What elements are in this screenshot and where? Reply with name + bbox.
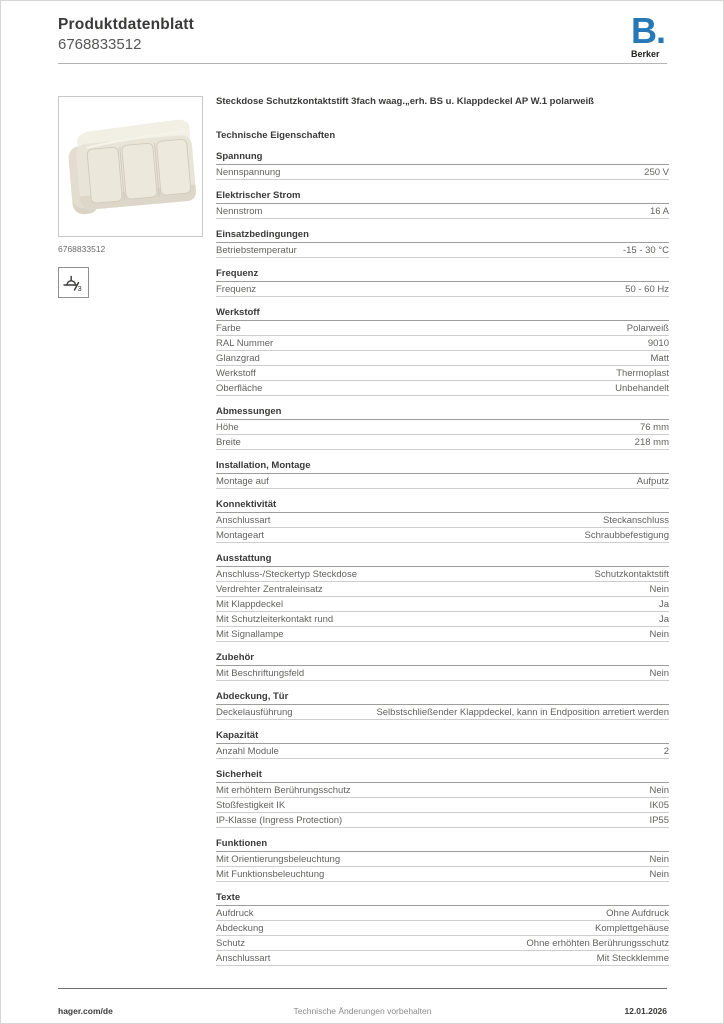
spec-value: 2 — [663, 745, 669, 757]
spec-label: Höhe — [216, 421, 239, 433]
spec-row — [216, 798, 669, 813]
spec-column — [216, 96, 669, 966]
spec-row — [216, 366, 669, 381]
spec-value: Nein — [649, 583, 669, 595]
spec-row — [216, 513, 669, 528]
spec-row — [216, 336, 669, 351]
product-number: 6768833512 — [58, 36, 142, 53]
document-title: Produktdatenblatt — [58, 16, 195, 33]
spec-label: Abdeckung — [216, 922, 264, 934]
spec-label: Oberfläche — [216, 382, 263, 394]
spec-label: Werkstoff — [216, 367, 256, 379]
spec-row — [216, 813, 669, 828]
document-header — [58, 16, 194, 53]
spec-value: 250 V — [644, 166, 669, 178]
spec-label: Betriebstemperatur — [216, 244, 297, 256]
spec-value: IK05 — [649, 799, 669, 811]
spec-section — [216, 458, 669, 489]
spec-value: IP55 — [649, 814, 669, 826]
spec-section — [216, 266, 669, 297]
section-heading: Abdeckung, Tür — [216, 689, 669, 705]
hager-website-link[interactable]: hager.com/de — [58, 1006, 113, 1016]
spec-value: 218 mm — [634, 436, 669, 448]
spec-row — [216, 612, 669, 627]
product-photo-socket-3gang — [64, 102, 197, 231]
section-heading: Elektrischer Strom — [216, 188, 669, 204]
spec-value: Ohne Aufdruck — [606, 907, 669, 919]
spec-value: Nein — [649, 628, 669, 640]
spec-label: IP-Klasse (Ingress Protection) — [216, 814, 343, 826]
spec-row — [216, 321, 669, 336]
spec-row — [216, 351, 669, 366]
spec-row — [216, 744, 669, 759]
product-image-caption: 6768833512 — [58, 244, 106, 254]
spec-row — [216, 582, 669, 597]
spec-label: Verdrehter Zentraleinsatz — [216, 583, 323, 595]
spec-section — [216, 188, 669, 219]
spec-row — [216, 420, 669, 435]
spec-label: Schutz — [216, 937, 246, 949]
spec-label: RAL Nummer — [216, 337, 274, 349]
spec-section — [216, 890, 669, 966]
spec-value: Mit Steckklemme — [596, 952, 669, 964]
spec-label: Nennspannung — [216, 166, 281, 178]
spec-section — [216, 689, 669, 720]
spec-value: Komplettgehäuse — [595, 922, 669, 934]
spec-row — [216, 204, 669, 219]
spec-section — [216, 650, 669, 681]
spec-value: Schutzkontaktstift — [594, 568, 669, 580]
spec-row — [216, 921, 669, 936]
spec-label: Mit Orientierungsbeleuchtung — [216, 853, 341, 865]
section-heading: Spannung — [216, 149, 669, 165]
spec-section — [216, 305, 669, 396]
section-heading: Texte — [216, 890, 669, 906]
socket-3gang-icon — [58, 267, 89, 298]
spec-row — [216, 783, 669, 798]
spec-value: 50 - 60 Hz — [625, 283, 669, 295]
spec-value: Schraubbefestigung — [584, 529, 669, 541]
spec-label: Anschlussart — [216, 514, 271, 526]
spec-row — [216, 381, 669, 396]
spec-section — [216, 227, 669, 258]
spec-value: 9010 — [647, 337, 669, 349]
section-heading: Konnektivität — [216, 497, 669, 513]
spec-value: Aufputz — [636, 475, 669, 487]
footer-divider — [58, 988, 667, 989]
spec-label: Anschluss-/Steckertyp Steckdose — [216, 568, 357, 580]
tech-properties-header: Technische Eigenschaften — [216, 129, 336, 141]
spec-value: Steckanschluss — [602, 514, 669, 526]
spec-row — [216, 936, 669, 951]
spec-row — [216, 906, 669, 921]
svg-text:3: 3 — [77, 284, 82, 293]
spec-row — [216, 627, 669, 642]
spec-value: Nein — [649, 868, 669, 880]
footer-date: 12.01.2026 — [624, 1006, 667, 1016]
spec-value: Ja — [658, 598, 669, 610]
spec-row — [216, 435, 669, 450]
header-divider — [58, 63, 667, 64]
section-heading: Abmessungen — [216, 404, 669, 420]
product-media-column — [58, 96, 203, 298]
spec-row — [216, 867, 669, 882]
socket-symbol-icon — [62, 271, 85, 294]
spec-label: Breite — [216, 436, 241, 448]
spec-section — [216, 836, 669, 882]
spec-value: Thermoplast — [616, 367, 669, 379]
spec-section — [216, 497, 669, 543]
spec-value: Selbstschließender Klappdeckel, kann in Endposition arretiert werden — [376, 706, 669, 718]
spec-label: Farbe — [216, 322, 241, 334]
section-heading: Installation, Montage — [216, 458, 669, 474]
spec-label: Mit Funktionsbeleuchtung — [216, 868, 325, 880]
spec-label: Montage auf — [216, 475, 269, 487]
spec-value: Nein — [649, 784, 669, 796]
section-heading: Werkstoff — [216, 305, 669, 321]
spec-label: Stoßfestigkeit IK — [216, 799, 286, 811]
spec-row — [216, 165, 669, 180]
spec-value: Ja — [658, 613, 669, 625]
section-heading: Zubehör — [216, 650, 669, 666]
spec-label: Anzahl Module — [216, 745, 279, 757]
spec-value: -15 - 30 °C — [622, 244, 669, 256]
spec-label: Deckelausführung — [216, 706, 293, 718]
spec-value: Polarweiß — [626, 322, 669, 334]
spec-section — [216, 767, 669, 828]
spec-value: Nein — [649, 667, 669, 679]
spec-row — [216, 852, 669, 867]
spec-row — [216, 597, 669, 612]
spec-label: Glanzgrad — [216, 352, 260, 364]
section-heading: Funktionen — [216, 836, 669, 852]
spec-label: Nennstrom — [216, 205, 263, 217]
berker-logo-wordmark: Berker — [631, 49, 660, 59]
spec-label: Montageart — [216, 529, 265, 541]
section-heading: Frequenz — [216, 266, 669, 282]
spec-label: Mit Signallampe — [216, 628, 284, 640]
section-heading: Kapazität — [216, 728, 669, 744]
spec-label: Anschlussart — [216, 952, 271, 964]
spec-label: Mit Beschriftungsfeld — [216, 667, 305, 679]
spec-row — [216, 666, 669, 681]
spec-label: Aufdruck — [216, 907, 254, 919]
spec-label: Mit Klappdeckel — [216, 598, 284, 610]
spec-label: Mit Schutzleiterkontakt rund — [216, 613, 334, 625]
spec-label: Mit erhöhtem Berührungsschutz — [216, 784, 351, 796]
section-heading: Sicherheit — [216, 767, 669, 783]
spec-label: Frequenz — [216, 283, 257, 295]
spec-row — [216, 282, 669, 297]
spec-value: Matt — [650, 352, 669, 364]
spec-row — [216, 951, 669, 966]
spec-sections — [216, 149, 669, 966]
spec-row — [216, 528, 669, 543]
berker-logo-mark: B. — [631, 10, 665, 51]
spec-value: Ohne erhöhten Berührungsschutz — [526, 937, 669, 949]
footer-disclaimer: Technische Änderungen vorbehalten — [293, 1006, 432, 1016]
berker-logo — [631, 10, 665, 59]
spec-row — [216, 243, 669, 258]
spec-section — [216, 149, 669, 180]
spec-value: 76 mm — [639, 421, 669, 433]
spec-section — [216, 551, 669, 642]
spec-value: Unbehandelt — [615, 382, 669, 394]
section-heading: Einsatzbedingungen — [216, 227, 669, 243]
spec-row — [216, 705, 669, 720]
section-heading: Ausstattung — [216, 551, 669, 567]
spec-section — [216, 728, 669, 759]
spec-row — [216, 474, 669, 489]
spec-value: 16 A — [649, 205, 669, 217]
product-image — [58, 96, 203, 237]
spec-section — [216, 404, 669, 450]
spec-row — [216, 567, 669, 582]
spec-value: Nein — [649, 853, 669, 865]
product-title: Steckdose Schutzkontaktstift 3fach waag.„erh. BS u. Klappdeckel AP W.1 polarweiß — [216, 96, 594, 107]
